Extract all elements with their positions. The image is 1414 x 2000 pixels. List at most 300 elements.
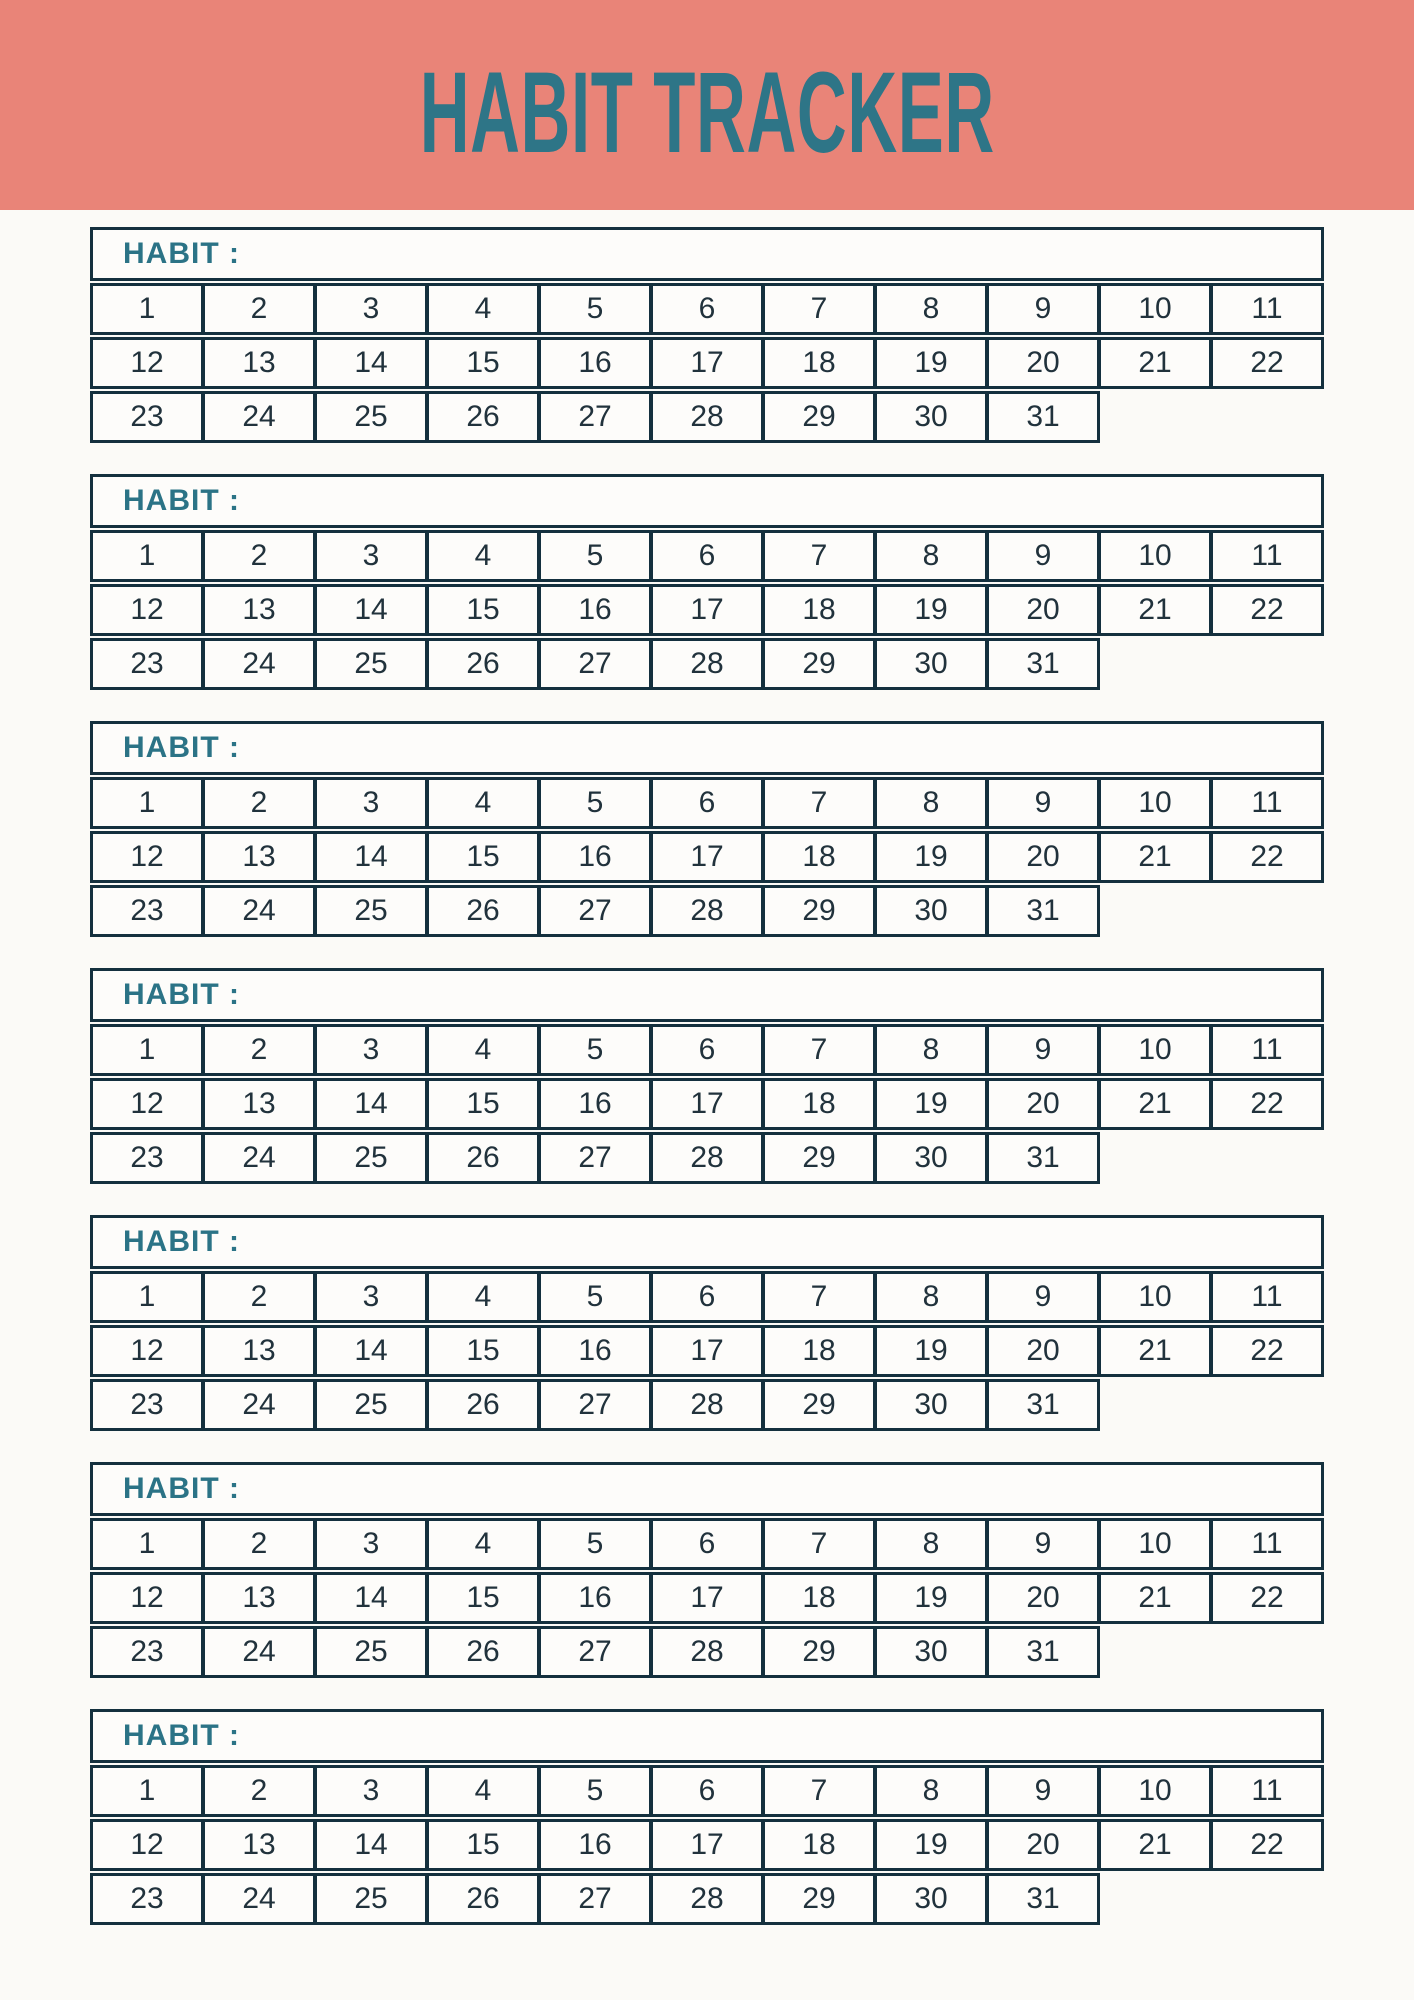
day-number: 16 [578, 1087, 612, 1120]
day-cell[interactable] [538, 337, 652, 389]
day-cell[interactable] [314, 1873, 428, 1925]
day-cell[interactable] [314, 530, 428, 582]
day-cell[interactable] [426, 337, 540, 389]
day-number: 15 [466, 1334, 500, 1367]
day-cell[interactable] [90, 1518, 204, 1570]
day-number: 27 [578, 1141, 612, 1174]
day-cell[interactable] [762, 1024, 876, 1076]
day-cell[interactable] [650, 530, 764, 582]
day-cell[interactable] [1098, 1078, 1212, 1130]
habit-tracker-table [90, 227, 1324, 443]
day-cell[interactable] [90, 777, 204, 829]
day-cell[interactable] [762, 777, 876, 829]
day-cell[interactable] [1098, 1572, 1212, 1624]
day-cell[interactable] [1210, 337, 1324, 389]
day-cell[interactable] [1210, 1518, 1324, 1570]
day-cell[interactable] [650, 638, 764, 690]
day-cell[interactable] [986, 391, 1100, 443]
day-cell[interactable] [90, 584, 204, 636]
day-cell[interactable] [762, 1765, 876, 1817]
day-cell[interactable] [538, 1024, 652, 1076]
day-number: 17 [690, 593, 724, 626]
habit-header-row [90, 721, 1324, 775]
day-cell[interactable] [538, 391, 652, 443]
day-cell[interactable] [762, 1325, 876, 1377]
day-number: 3 [362, 539, 380, 572]
habit-name-field[interactable] [254, 1712, 1321, 1760]
day-number: 31 [1026, 647, 1060, 680]
day-cell[interactable] [202, 1572, 316, 1624]
day-cell[interactable] [538, 638, 652, 690]
day-cell[interactable] [986, 1873, 1100, 1925]
day-cell[interactable] [426, 1572, 540, 1624]
day-cell[interactable] [650, 337, 764, 389]
day-cell[interactable] [426, 1626, 540, 1678]
day-cell[interactable] [650, 1626, 764, 1678]
day-cell[interactable] [90, 885, 204, 937]
day-cell[interactable] [762, 1379, 876, 1431]
day-cell[interactable] [538, 1819, 652, 1871]
day-number: 27 [578, 647, 612, 680]
day-cell[interactable] [90, 1626, 204, 1678]
day-cell[interactable] [314, 1819, 428, 1871]
day-cell[interactable] [986, 337, 1100, 389]
day-number: 5 [586, 1527, 604, 1560]
day-cell[interactable] [202, 1325, 316, 1377]
day-cell[interactable] [314, 1379, 428, 1431]
day-cell[interactable] [314, 337, 428, 389]
day-cell[interactable] [762, 831, 876, 883]
day-cell[interactable] [874, 1132, 988, 1184]
day-cell[interactable] [202, 1626, 316, 1678]
day-cell[interactable] [1098, 777, 1212, 829]
day-cell[interactable] [426, 1132, 540, 1184]
day-cell[interactable] [314, 391, 428, 443]
day-cell[interactable] [538, 1325, 652, 1377]
day-number: 25 [354, 894, 388, 927]
day-number: 27 [578, 1635, 612, 1668]
day-cell[interactable] [426, 1518, 540, 1570]
day-cell[interactable] [1098, 1765, 1212, 1817]
day-number: 21 [1138, 1828, 1172, 1861]
day-cell[interactable] [986, 1572, 1100, 1624]
day-cell[interactable] [874, 1819, 988, 1871]
day-cell[interactable] [426, 530, 540, 582]
day-cell[interactable] [874, 831, 988, 883]
day-cell[interactable] [762, 1819, 876, 1871]
day-cell[interactable] [538, 1518, 652, 1570]
day-cell[interactable] [314, 831, 428, 883]
day-cell[interactable] [90, 831, 204, 883]
day-cell[interactable] [650, 391, 764, 443]
habit-name-field[interactable] [254, 971, 1321, 1019]
day-cell[interactable] [986, 885, 1100, 937]
day-cell[interactable] [202, 1518, 316, 1570]
day-row [90, 1325, 1324, 1377]
day-cell[interactable] [202, 831, 316, 883]
day-cell[interactable] [1210, 777, 1324, 829]
day-cell[interactable] [202, 1765, 316, 1817]
day-cell[interactable] [202, 1379, 316, 1431]
habit-tracker-table [90, 474, 1324, 690]
day-cell[interactable] [874, 1271, 988, 1323]
day-number: 26 [466, 1635, 500, 1668]
day-cell[interactable] [1210, 831, 1324, 883]
day-number: 19 [914, 346, 948, 379]
day-cell[interactable] [762, 391, 876, 443]
day-row [90, 1626, 1324, 1678]
day-cell[interactable] [650, 1024, 764, 1076]
day-cell[interactable] [202, 1873, 316, 1925]
day-cell[interactable] [426, 885, 540, 937]
habit-header-row [90, 1215, 1324, 1269]
day-cell[interactable] [90, 1819, 204, 1871]
day-cell[interactable] [986, 1271, 1100, 1323]
day-number: 31 [1026, 400, 1060, 433]
day-cell[interactable] [538, 1271, 652, 1323]
day-cell[interactable] [538, 584, 652, 636]
day-number: 21 [1138, 593, 1172, 626]
day-cell[interactable] [762, 530, 876, 582]
day-cell[interactable] [874, 1873, 988, 1925]
day-cell[interactable] [874, 530, 988, 582]
day-cell[interactable] [538, 1379, 652, 1431]
day-number: 23 [130, 1882, 164, 1915]
day-cell[interactable] [426, 1325, 540, 1377]
day-number: 9 [1034, 1033, 1052, 1066]
day-cell[interactable] [90, 1024, 204, 1076]
day-cell[interactable] [874, 1765, 988, 1817]
day-cell[interactable] [90, 391, 204, 443]
day-number: 15 [466, 840, 500, 873]
day-cell[interactable] [874, 1518, 988, 1570]
day-cell[interactable] [90, 1765, 204, 1817]
day-number: 23 [130, 894, 164, 927]
habit-name-field[interactable] [254, 724, 1321, 772]
day-number: 1 [138, 786, 156, 819]
day-cell[interactable] [986, 283, 1100, 335]
habit-name-field[interactable] [254, 1218, 1321, 1266]
day-cell[interactable] [426, 1765, 540, 1817]
day-number: 10 [1138, 1280, 1172, 1313]
day-number: 29 [802, 400, 836, 433]
day-cell[interactable] [538, 885, 652, 937]
day-cell[interactable] [202, 1819, 316, 1871]
day-cell[interactable] [1098, 1819, 1212, 1871]
day-cell[interactable] [650, 283, 764, 335]
day-cell[interactable] [426, 831, 540, 883]
day-cell[interactable] [426, 584, 540, 636]
day-cell[interactable] [986, 1379, 1100, 1431]
day-number: 21 [1138, 840, 1172, 873]
day-number: 12 [130, 1334, 164, 1367]
day-number: 29 [802, 1141, 836, 1174]
day-cell[interactable] [202, 283, 316, 335]
day-cell[interactable] [538, 1873, 652, 1925]
day-cell[interactable] [538, 1765, 652, 1817]
day-cell[interactable] [90, 1873, 204, 1925]
day-cell[interactable] [650, 1819, 764, 1871]
day-number: 5 [586, 539, 604, 572]
habit-label: HABIT : [123, 1225, 240, 1258]
day-number: 13 [242, 840, 276, 873]
day-cell[interactable] [1210, 1271, 1324, 1323]
habit-name-field[interactable] [254, 1465, 1321, 1513]
day-number: 3 [362, 292, 380, 325]
day-cell[interactable] [538, 1626, 652, 1678]
day-cell[interactable] [1098, 337, 1212, 389]
day-cell[interactable] [650, 1518, 764, 1570]
day-cell[interactable] [874, 885, 988, 937]
day-cell[interactable] [202, 1024, 316, 1076]
day-number: 2 [250, 1033, 268, 1066]
day-cell[interactable] [314, 638, 428, 690]
day-number: 16 [578, 593, 612, 626]
day-cell[interactable] [986, 584, 1100, 636]
day-cell[interactable] [90, 337, 204, 389]
day-cell[interactable] [1098, 1024, 1212, 1076]
day-cell[interactable] [986, 1626, 1100, 1678]
day-cell[interactable] [538, 1132, 652, 1184]
day-cell[interactable] [314, 584, 428, 636]
day-row [90, 1765, 1324, 1817]
day-cell[interactable] [1098, 530, 1212, 582]
day-cell[interactable] [538, 1572, 652, 1624]
day-cell[interactable] [202, 638, 316, 690]
day-cell[interactable] [314, 1132, 428, 1184]
day-number: 25 [354, 1141, 388, 1174]
day-cell[interactable] [426, 638, 540, 690]
day-cell[interactable] [202, 885, 316, 937]
day-cell[interactable] [762, 1078, 876, 1130]
day-number: 12 [130, 1581, 164, 1614]
day-cell[interactable] [426, 1873, 540, 1925]
day-cell[interactable] [314, 1626, 428, 1678]
day-cell[interactable] [762, 1518, 876, 1570]
day-cell[interactable] [762, 638, 876, 690]
day-cell[interactable] [650, 1325, 764, 1377]
day-cell[interactable] [986, 1819, 1100, 1871]
day-cell[interactable] [1098, 283, 1212, 335]
day-number: 25 [354, 1388, 388, 1421]
day-cell[interactable] [762, 283, 876, 335]
day-cell[interactable] [202, 777, 316, 829]
day-number: 14 [354, 346, 388, 379]
day-cell[interactable] [1098, 831, 1212, 883]
day-cell[interactable] [314, 1765, 428, 1817]
day-cell[interactable] [762, 337, 876, 389]
day-cell[interactable] [874, 638, 988, 690]
day-cell[interactable] [538, 283, 652, 335]
day-cell[interactable] [314, 885, 428, 937]
day-cell[interactable] [874, 584, 988, 636]
day-cell[interactable] [314, 1518, 428, 1570]
day-cell[interactable] [202, 337, 316, 389]
day-number: 19 [914, 840, 948, 873]
day-number: 13 [242, 1334, 276, 1367]
day-cell[interactable] [986, 831, 1100, 883]
day-cell[interactable] [1098, 1271, 1212, 1323]
day-number: 1 [138, 292, 156, 325]
day-cell[interactable] [202, 1132, 316, 1184]
day-cell[interactable] [202, 1271, 316, 1323]
habit-name-field[interactable] [254, 230, 1321, 278]
day-cell[interactable] [426, 1078, 540, 1130]
day-cell[interactable] [1210, 1819, 1324, 1871]
day-cell[interactable] [1210, 584, 1324, 636]
day-cell[interactable] [426, 1379, 540, 1431]
day-number: 1 [138, 1527, 156, 1560]
day-cell[interactable] [1098, 584, 1212, 636]
day-number: 3 [362, 1033, 380, 1066]
tracker-tables-container [90, 227, 1324, 1925]
day-number: 7 [810, 539, 828, 572]
day-number: 23 [130, 1635, 164, 1668]
day-cell[interactable] [986, 1024, 1100, 1076]
day-cell[interactable] [90, 1271, 204, 1323]
day-cell[interactable] [650, 885, 764, 937]
day-cell[interactable] [986, 777, 1100, 829]
day-number: 26 [466, 1882, 500, 1915]
day-cell[interactable] [1210, 1024, 1324, 1076]
day-cell[interactable] [650, 1572, 764, 1624]
day-number: 6 [698, 1033, 716, 1066]
day-cell[interactable] [90, 1132, 204, 1184]
day-number: 19 [914, 1581, 948, 1614]
day-cell[interactable] [986, 1765, 1100, 1817]
day-cell[interactable] [314, 1078, 428, 1130]
day-cell[interactable] [874, 1572, 988, 1624]
day-cell[interactable] [90, 530, 204, 582]
day-cell[interactable] [650, 1132, 764, 1184]
day-cell[interactable] [538, 530, 652, 582]
day-cell[interactable] [1098, 1325, 1212, 1377]
day-cell[interactable] [90, 1572, 204, 1624]
day-cell[interactable] [874, 1379, 988, 1431]
day-cell[interactable] [762, 1873, 876, 1925]
day-number: 4 [474, 1774, 492, 1807]
day-number: 26 [466, 1141, 500, 1174]
day-cell[interactable] [650, 777, 764, 829]
day-number: 10 [1138, 1033, 1172, 1066]
day-number: 28 [690, 1882, 724, 1915]
day-cell[interactable] [538, 1078, 652, 1130]
day-cell[interactable] [538, 831, 652, 883]
day-grid [90, 1271, 1324, 1431]
day-cell[interactable] [874, 337, 988, 389]
day-cell[interactable] [986, 1078, 1100, 1130]
day-cell[interactable] [650, 584, 764, 636]
day-cell[interactable] [874, 777, 988, 829]
day-row [90, 1078, 1324, 1130]
day-cell[interactable] [202, 391, 316, 443]
day-grid [90, 1024, 1324, 1184]
habit-tracker-table [90, 968, 1324, 1184]
day-cell[interactable] [650, 1078, 764, 1130]
day-number: 8 [922, 1774, 940, 1807]
day-cell[interactable] [314, 1325, 428, 1377]
day-number: 6 [698, 1527, 716, 1560]
day-number: 4 [474, 539, 492, 572]
day-number: 30 [914, 1141, 948, 1174]
day-cell[interactable] [1210, 530, 1324, 582]
day-cell[interactable] [986, 1518, 1100, 1570]
day-cell[interactable] [874, 283, 988, 335]
day-cell[interactable] [650, 1873, 764, 1925]
day-cell[interactable] [90, 638, 204, 690]
day-cell[interactable] [90, 283, 204, 335]
day-cell[interactable] [426, 777, 540, 829]
day-cell[interactable] [874, 391, 988, 443]
day-cell[interactable] [874, 1626, 988, 1678]
day-cell[interactable] [1210, 1325, 1324, 1377]
day-cell[interactable] [986, 530, 1100, 582]
day-cell[interactable] [986, 638, 1100, 690]
day-cell[interactable] [426, 1271, 540, 1323]
day-cell[interactable] [650, 831, 764, 883]
day-cell[interactable] [762, 1572, 876, 1624]
day-cell[interactable] [314, 283, 428, 335]
day-cell[interactable] [762, 1132, 876, 1184]
day-cell[interactable] [426, 391, 540, 443]
day-number: 11 [1251, 1033, 1283, 1066]
day-cell[interactable] [426, 1024, 540, 1076]
day-number: 27 [578, 1882, 612, 1915]
day-cell[interactable] [874, 1024, 988, 1076]
day-cell[interactable] [762, 1626, 876, 1678]
day-number: 30 [914, 647, 948, 680]
day-cell[interactable] [986, 1325, 1100, 1377]
day-number: 3 [362, 786, 380, 819]
day-cell[interactable] [314, 1271, 428, 1323]
day-cell[interactable] [1098, 1518, 1212, 1570]
day-cell[interactable] [650, 1271, 764, 1323]
day-cell[interactable] [762, 1271, 876, 1323]
day-cell[interactable] [426, 1819, 540, 1871]
day-number: 17 [690, 1334, 724, 1367]
day-cell[interactable] [874, 1325, 988, 1377]
day-cell[interactable] [426, 283, 540, 335]
day-cell[interactable] [1210, 1572, 1324, 1624]
day-number: 20 [1026, 1581, 1060, 1614]
day-cell[interactable] [1210, 283, 1324, 335]
day-cell[interactable] [986, 1132, 1100, 1184]
day-cell[interactable] [314, 777, 428, 829]
day-number: 30 [914, 1635, 948, 1668]
day-cell[interactable] [538, 777, 652, 829]
day-cell[interactable] [650, 1765, 764, 1817]
day-cell[interactable] [762, 885, 876, 937]
day-cell[interactable] [90, 1379, 204, 1431]
day-row [90, 337, 1324, 389]
day-cell[interactable] [202, 584, 316, 636]
day-grid [90, 1518, 1324, 1678]
day-cell[interactable] [874, 1078, 988, 1130]
habit-name-field[interactable] [254, 477, 1321, 525]
day-cell[interactable] [90, 1325, 204, 1377]
day-cell[interactable] [314, 1024, 428, 1076]
day-cell[interactable] [202, 1078, 316, 1130]
day-number: 26 [466, 894, 500, 927]
day-cell[interactable] [762, 584, 876, 636]
day-cell[interactable] [1210, 1078, 1324, 1130]
day-cell[interactable] [1210, 1765, 1324, 1817]
day-cell[interactable] [650, 1379, 764, 1431]
day-cell[interactable] [202, 530, 316, 582]
day-cell[interactable] [90, 1078, 204, 1130]
day-number: 2 [250, 1280, 268, 1313]
day-cell[interactable] [314, 1572, 428, 1624]
